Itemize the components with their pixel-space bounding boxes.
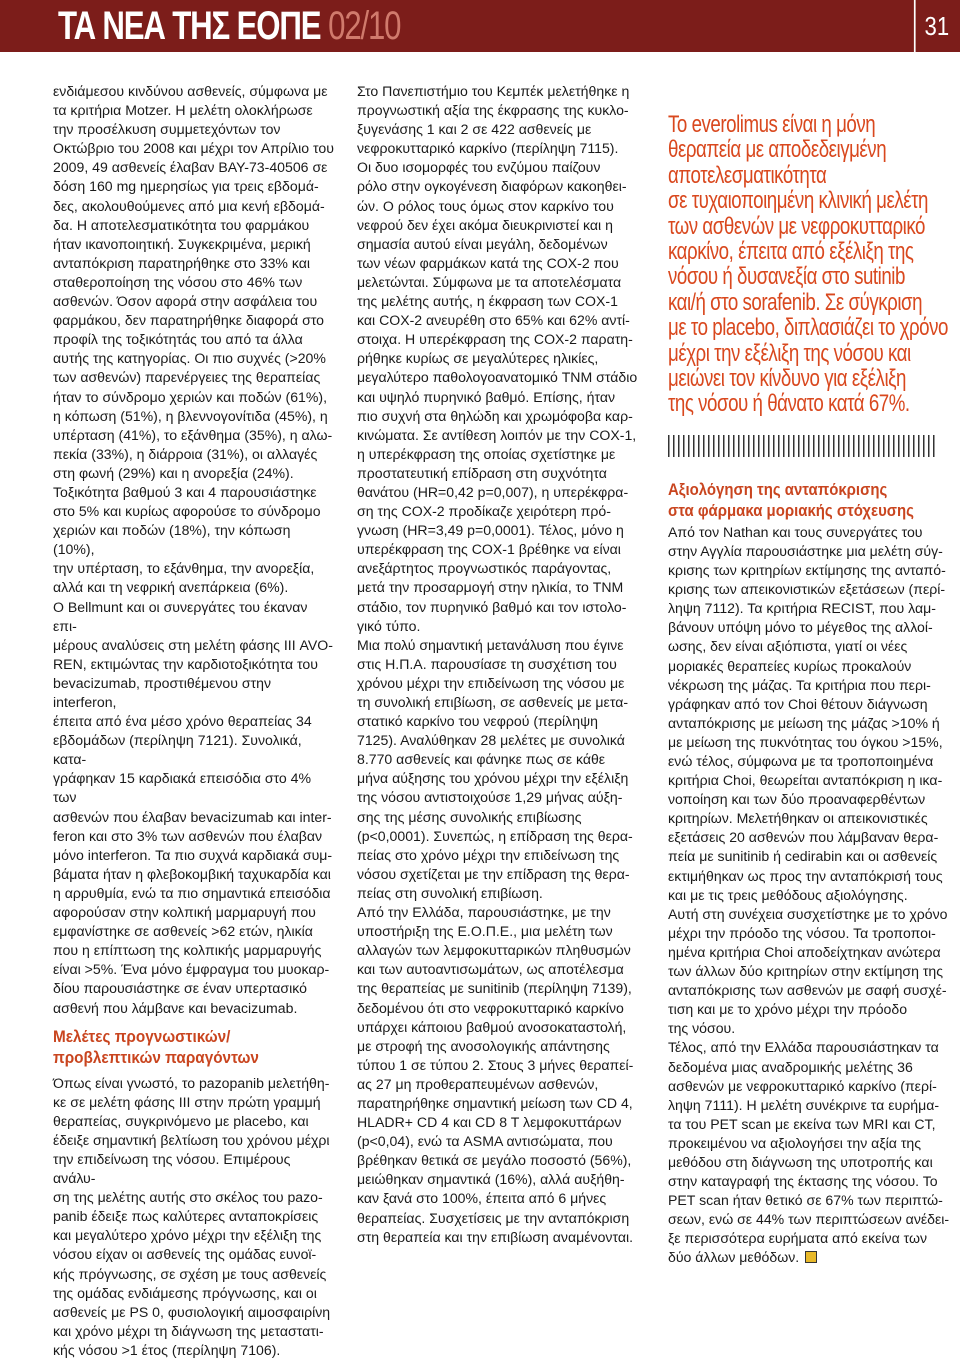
pull-quote: Το everolimus είναι η μόνη θεραπεία με αποδεδειγμένη αποτελεσματικότητα σε τυχαιοποιημένη κλινική μελέτη των ασθενών με νεφροκυτταρικό καρκίνο, έπειτα από εξέλιξη της νόσου ή δυσανεξία στο sutinib και/ή στο sorafenib. Σε σύγκριση με το placebo, διπλασιάζει το χρόνο μέχρι την εξέλιξη της νόσου και μειώνει τον κίνδυνο για εξέλιξη της νόσου ή θάνατο κατά 67%.: [668, 111, 948, 418]
column-3: [668, 82, 950, 1268]
column-3-paragraph-1: Από τον Nathan και τους συνεργάτες του στην Αγγλία παρουσιάστηκε μια μελέτη σύγ- κρισης των κριτηρίων εκτίμησης της ανταπό- κρισης των απεικονιστικών εξετάσεων (περί- ληψη 7112). Τα κριτήρια RECIST, που λαμ- βάνουν υπόψη μόνο το μέγεθος της αλλοί- ωσης, δεν είναι αξιόπιστα, γιατί οι νέες μοριακές θεραπείες κυρίως προκαλούν νέκρωση της μάζας. Τα κριτήρια που περι- γράφηκαν από τον Choi θέτουν διάγνωση ανταπόκρισης με μείωση της μάζας >10% ή με μείωση της πυκνότητας του όγκου >15%, ενώ τέλος, σύμφωνα με τα τροποποιημένα κριτήρια Choi, θεωρείται ανταπόκριση η ικα- νοποίηση και των δύο προαναφερθέντων κριτηρίων. Μελετήθηκαν οι απεικονιστικές εξετάσεις 20 ασθενών που λάμβαναν θερα- πεία με sunitinib ή cedirabin και οι ασθενείς εκτιμήθηκαν ως προς την ανταπόκρισή τους και με τις τρεις μεθόδους αξιολόγησης. Αυτή στη συνέχεια συσχετίστηκε με το χρόνο μέχρι την πρόοδο της νόσου. Τα τροποποι- ημένα κριτήρια Choi αποδείχτηκαν ανώτερα των άλλων δύο κριτηρίων στην εκτίμηση της ανταπόκρισης των ασθενών με σαφή συσχέ- τιση και με το χρόνο μέχρι την πρόοδο της νόσου.: [668, 523, 948, 1037]
column-3-paragraph-2: [668, 1038, 950, 1267]
section-heading-prognostic-factors: Μελέτες προγνωστικών/ προβλεπτικών παραγόντων: [53, 1026, 259, 1067]
column-1-paragraph-2: Όπως είναι γνωστό, το pazopanib μελετήθη- κε σε μελέτη φάσης ΙΙΙ στην πρώτη γραμμή θεραπείας, συγκρινόμενο με placebo, και έδειξε σημαντική βελτίωση του χρόνου μέχρι την επιδείνωση της νόσου. Επιμέρους ανάλυ- ση της μελέτης αυτής στο σκέλος του pazo- panib έδειξε πως καλύτερες ανταποκρίσεις και μεγαλύτερο χρόνο μέχρι την εξέλιξη της νόσου είχαν οι ασθενείς της ομάδας ευνοϊ- κής πρόγνωσης, σε σχέση με τους ασθενείς της ομάδας ενδιάμεσης πρόγνωσης, και οι ασθενείς με PS 0, φυσιολογική αιμοσφαιρίνη και χρόνο μέχρι τη διάγνωση της μεταστατι- κής νόσου >1 έτος (περίληψη 7106).: [53, 1074, 331, 1358]
decorative-divider: [668, 435, 938, 457]
page-number: 31: [914, 0, 958, 52]
magazine-title: [58, 2, 400, 50]
column-1: [53, 82, 335, 1360]
page-header: [0, 0, 960, 52]
column-2-paragraph-3: Από την Ελλάδα, παρουσιάστηκε, με την υποστήριξη της Ε.Ο.Π.Ε., μια μελέτη των αλλαγών των λεμφοκυτταρικών πληθυσμών και των αυτοαντισωμάτων, ως αποτέλεσμα της θεραπείας με sunitinib (περίληψη 7139), δεδομένου ότι στο νεφροκυτταρικό καρκίνο υπάρχει κάποιου βαθμού ανοσοκαταστολή, με στροφή της ανοσολογικής απάντησης τύπου 1 σε τύπου 2. Στους 3 μήνες θεραπεί- ας 27 μη προθεραπευμένων ασθενών, παρατηρήθηκε σημαντική μείωση των CD 4, HLADR+ CD 4 και CD 8 T λεμφοκυττάρων (p<0,04), ενώ τα ASMA αντισώματα, που βρέθηκαν θετικά σε μεγάλο ποσοστό (56%), μειώθηκαν σημαντικά (16%), αλλά αυξήθη- καν ξανά στο 100%, έπειτα από 6 μήνες θεραπείας. Συσχετίσεις με την ανταπόκριση στη θεραπεία και την επιβίωση αναμένονται.: [357, 904, 634, 1245]
column-2-paragraph-2: Μια πολύ σημαντική μετανάλυση που έγινε στις Η.Π.Α. παρουσίασε τη συσχέτιση του χρόνου μέχρι την επιδείνωση της νόσου με τη συνολική επιβίωση, σε ασθενείς με μετα- στατικό καρκίνο του νεφρού (περίληψη 7125). Αναλύθηκαν 28 μελέτες με συνολικά 8.770 ασθενείς και φάνηκε πως σε κάθε μήνα αύξησης του χρόνου μέχρι την εξέλιξη της νόσου αντιστοιχούσε 1,29 μήνας αύξη- σης της μέσης συνολικής επιβίωσης (p<0,0001). Συνεπώς, η επίδραση της θερα- πείας στο χρόνο μέχρι την επιδείνωση της νόσου σχετίζεται με την επίδραση της θερα- πείας στη συνολική επιβίωση.: [357, 636, 633, 901]
section-heading-response-evaluation: Αξιολόγηση της ανταπόκρισης στα φάρμακα μοριακής στόχευσης: [668, 479, 914, 520]
column-2-paragraph-1: Στο Πανεπιστήμιο του Κεμπέκ μελετήθηκε η προγνωστική αξία της έκφρασης της κυκλο- ξυγενάσης 1 και 2 σε 422 ασθενείς με νεφροκυτταρικό καρκίνο (περίληψη 7115). Οι δυο ισομορφές του ενζύμου παίζουν ρόλο στην ογκογένεση διαφόρων κακοηθει- ών. Ο ρόλος τους όμως στον καρκίνο του νεφρού δεν έχει ακόμα διευκρινιστεί και η σημασία αυτού είναι μεγάλη, δεδομένων των νέων φαρμάκων κατά της COX-2 που μελετώνται. Σύμφωνα με τα αποτελέσματα της μελέτης αυτής, η έκφραση των COX-1 και COX-2 ανευρέθη στο 65% και 62% αντί- στοιχα. Η υπερέκφραση της COX-2 παρατη- ρήθηκε κυρίως σε μεγαλύτερες ηλικίες, μεγαλύτερο παθολογοανατομικό TNM στάδιο και υψηλό πυρηνικό βαθμό. Επίσης, ήταν πιο συχνή στα θηλώδη και χρωμόφοβα καρ- κινώματα. Σε αντίθεση λοιπόν με την COX-1, η υπερέκφραση της οποίας σχετίστηκε με προστατευτική επίδραση στη συχνότητα θανάτου (HR=0,42 p=0,007), η υπερέκφρα- ση της COX-2 προδίκαζε χειρότερη πρό- γνωση (HR=3,49 p=0,0001). Τέλος, μόνο η υπερέκφραση της COX-1 βρέθηκε να είναι ανεξάρτητος προγνωστικός παράγοντας, μετά την προσαρμογή στην ηλικία, το TNM στάδιο, τον πυρηνικό βαθμό και τον ιστολο- γικό τύπο.: [357, 83, 638, 634]
end-of-article-icon: [805, 1251, 817, 1263]
magazine-name: ΤΑ ΝΕΑ ΤΗΣ ΕΟΠΕ: [58, 4, 321, 48]
column-2: [357, 82, 639, 1247]
column-3-paragraph-2-text: Τέλος, από την Ελλάδα παρουσιάστηκαν τα δεδομένα μιας αναδρομικής μελέτης 36 ασθενών με νεφροκυτταρικό καρκίνο (περί- ληψη 7111). Η μελέτη συνέκρινε τα ευρήμα- τα του PET scan με εκείνα των MRI και CT, προκειμένου να αξιολογήσει την αξία της μεθόδου στη διάγνωση της υποτροπής και στην καταγραφή της έκτασης της νόσου. Το PET scan ήταν θετικό σε 67% των περιπτώ- σεων, ενώ σε 44% των περιπτώσεων ανέδει- ξε περισσότερα ευρήματα από εκείνα των δύο άλλων μεθόδων.: [668, 1039, 950, 1266]
issue-number: 02/10: [328, 4, 401, 48]
column-1-paragraph-1: ενδιάμεσου κινδύνου ασθενείς, σύμφωνα με τα κριτήρια Motzer. Η μελέτη ολοκλήρωσε την προσέλκυση συμμετεχόντων τον Οκτώβριο του 2008 και μέχρι τον Απρίλιο του 2009, 49 ασθενείς έλαβαν ΒΑΥ-73-40506 σε δόση 160 mg ημερησίως για τρεις εβδομά- δες, ακολουθούμενες από μια κενή εβδομά- δα. Η αποτελεσματικότητα του φαρμάκου ήταν ικανοποιητική. Συγκεκριμένα, μερική ανταπόκριση παρατηρήθηκε στο 33% και σταθεροποίηση της νόσου στο 46% των ασθενών. Όσον αφορά στην ασφάλεια του φαρμάκου, δεν παρατηρήθηκε διαφορά στο προφίλ της τοξικότητάς του από τα άλλα αυτής της κατηγορίας. Οι πιο συχνές (>20% των ασθενών) παρενέργειες της θεραπείας ήταν το σύνδρομο χεριών και ποδών (61%), η κόπωση (51%), η βλεννογονίτιδα (45%), η υπέρταση (41%), το εξάνθημα (35%), η αλω- πεκία (33%), η διάρροια (31%), οι αλλαγές στη φωνή (29%) και η ανορεξία (24%). Τοξικότητα βαθμού 3 και 4 παρουσιάστηκε στο 5% και κυρίως αφορούσε το σύνδρομο χεριών και ποδών (18%), την κόπωση (10%), την υπέρταση, το εξάνθημα, την ανορεξία, αλλά και τη νεφρική ανεπάρκεια (6%). Ο Bellmunt και οι συνεργάτες του έκαναν επι- μέρους αναλύσεις στη μελέτη φάσης ΙΙΙ AVO- REN, εκτιμώντας την καρδιοτοξικότητα του bevacizumab, προστιθέμενου στην interferon, έπειτα από ένα μέσο χρόνο θεραπείας 34 εβδομάδων (περίληψη 7121). Συνολικά, κατα- γράφηκαν 15 καρδιακά επεισόδια στο 4% των ασθενών που έλαβαν bevacizumab και inter- feron και στο 3% των ασθενών που έλαβαν μόνο interferon. Τα πιο συχνά καρδιακά συμ- βάματα ήταν η φλεβοκομβική ταχυκαρδία και η αρρυθμία, ενώ τα πιο σημαντικά επεισόδια αφορούσαν στην κολπική μαρμαρυγή που εμφανίστηκε σε ασθενείς >62 ετών, ηλικία που η επίπτωση της κολπικής μαρμαρυγής είναι >5%. Ένα μόνο έμφραγμα του μυοκαρ- δίου παρουσιάστηκε σε έναν υπερτασικό ασθενή που λάμβανε και bevacizumab.: [53, 83, 334, 1016]
